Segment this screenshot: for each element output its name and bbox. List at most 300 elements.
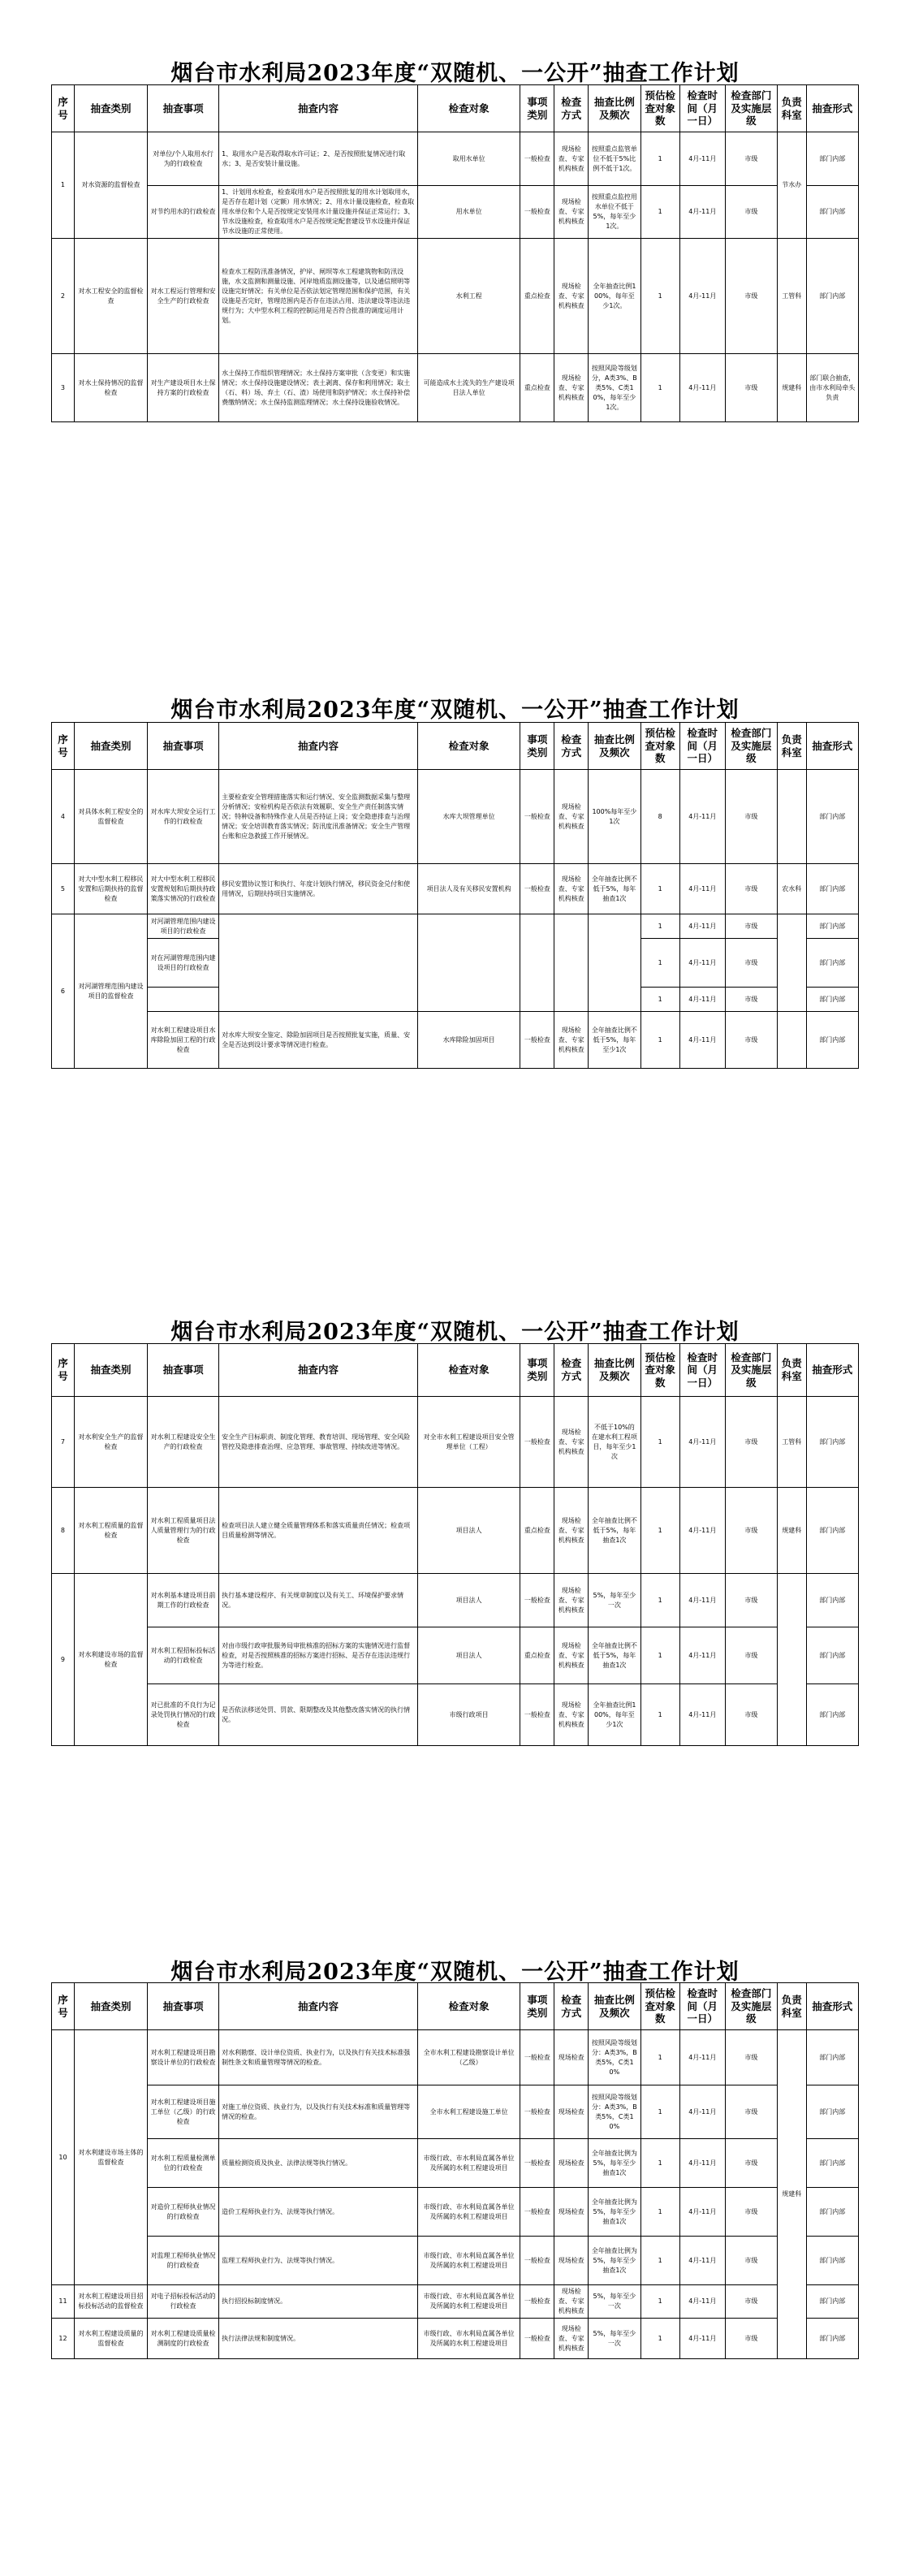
column-header: 序号 bbox=[52, 723, 75, 770]
table-cell: 市级 bbox=[725, 354, 777, 422]
column-header: 事项类别 bbox=[520, 1983, 554, 2030]
table-cell: 1 bbox=[640, 1574, 679, 1627]
column-header: 抽查类别 bbox=[74, 1983, 147, 2030]
table-cell: 1 bbox=[640, 1397, 679, 1488]
table-cell: 对单位/个人取用水行为的行政检查 bbox=[148, 132, 219, 186]
column-header: 检查对象 bbox=[417, 85, 520, 132]
column-header: 检查时间（月一日） bbox=[679, 1344, 725, 1397]
table-cell: 8 bbox=[52, 1488, 75, 1574]
table-cell: 一般检查 bbox=[520, 2285, 554, 2319]
table-cell: 4月-11月 bbox=[679, 2139, 725, 2188]
table-cell: 4月-11月 bbox=[679, 239, 725, 354]
table-cell: 4月-11月 bbox=[679, 2085, 725, 2139]
table-cell bbox=[219, 914, 418, 1012]
table-cell: 对造价工程师执业情况的行政检查 bbox=[148, 2188, 219, 2237]
table-cell: 对河湖管理范围内建设项目的行政检查 bbox=[148, 914, 219, 939]
table-cell: 9 bbox=[52, 1574, 75, 1746]
table-cell: 部门内部 bbox=[806, 864, 859, 914]
table-cell: 市级 bbox=[725, 2188, 777, 2237]
table-cell: 规建科 bbox=[778, 2030, 806, 2359]
table-cell: 对水利工程质量检测单位的行政检查 bbox=[148, 2139, 219, 2188]
table-cell: 1 bbox=[640, 1488, 679, 1574]
table-cell: 部门内部 bbox=[806, 2285, 859, 2319]
column-header: 负责科室 bbox=[778, 1344, 806, 1397]
table-cell: 1 bbox=[640, 1684, 679, 1746]
table-cell: 一般检查 bbox=[520, 2085, 554, 2139]
column-header: 检查方式 bbox=[554, 1983, 589, 2030]
table-cell: 1 bbox=[640, 2085, 679, 2139]
table-cell: 市级 bbox=[725, 988, 777, 1012]
column-header: 事项类别 bbox=[520, 85, 554, 132]
table-cell: 对水工程安全的监督检查 bbox=[74, 239, 147, 354]
table-cell: 对施工单位资质、执业行为，以及执行有关技术标准和质量管理等情况的检查。 bbox=[219, 2085, 418, 2139]
table-cell: 1 bbox=[640, 2319, 679, 2359]
table-cell: 水库除险加固项目 bbox=[417, 1012, 520, 1069]
column-header: 检查对象 bbox=[417, 1344, 520, 1397]
table-cell: 现场检查、专家机构核查 bbox=[554, 1488, 589, 1574]
column-header: 检查时间（月一日） bbox=[679, 85, 725, 132]
table-cell: 1、计划用水检查，检查取用水户是否按照批复的用水计划取用水，是否存在超计划（定额）用水情况；2、用水计量设施检查，检查取用水单位和个人是否按规定安装用水计量设施并保证正常运行；3、节水设施检查，检查取用水户是否按规定配套建设节水设施并保证节水设施的正常使用。 bbox=[219, 186, 418, 239]
column-header: 预估检查对象数 bbox=[640, 723, 679, 770]
table-cell: 一般检查 bbox=[520, 1574, 554, 1627]
table-cell: 对水利工程建设项目招标投标活动的监督检查 bbox=[74, 2285, 147, 2319]
table-cell: 移民安置协议签订和执行、年度计划执行情况，移民资金兑付和使用情况，后期扶持项目实施情况。 bbox=[219, 864, 418, 914]
column-header: 抽查类别 bbox=[74, 1344, 147, 1397]
table-row bbox=[52, 2030, 859, 2085]
table-cell: 质量检测资质及执业、法律法规等执行情况。 bbox=[219, 2139, 418, 2188]
table-cell: 1 bbox=[640, 2030, 679, 2085]
column-header: 负责科室 bbox=[778, 723, 806, 770]
table-row bbox=[52, 1574, 859, 1627]
column-header: 抽查比例及频次 bbox=[589, 1983, 640, 2030]
table-cell: 8 bbox=[640, 770, 679, 864]
table-cell: 市级 bbox=[725, 939, 777, 988]
table-cell: 现场检查、专家机构核查 bbox=[554, 354, 589, 422]
table-cell: 4月-11月 bbox=[679, 132, 725, 186]
table-cell: 重点检查 bbox=[520, 239, 554, 354]
table-row bbox=[52, 2188, 859, 2237]
table-cell: 部门内部 bbox=[806, 239, 859, 354]
table-cell: 4月-11月 bbox=[679, 1627, 725, 1684]
inspection-plan-table bbox=[51, 1343, 859, 1746]
table-cell: 重点检查 bbox=[520, 354, 554, 422]
table-cell: 对在河湖管理范围内建设项目的行政检查 bbox=[148, 939, 219, 988]
table-cell: 1 bbox=[640, 2285, 679, 2319]
table-row bbox=[52, 1397, 859, 1488]
table-cell: 现场检查、专家机构核查 bbox=[554, 2285, 589, 2319]
column-header: 检查方式 bbox=[554, 1344, 589, 1397]
table-cell: 1 bbox=[640, 186, 679, 239]
table-cell: 7 bbox=[52, 1397, 75, 1488]
table-cell: 3 bbox=[52, 354, 75, 422]
table-cell: 4月-11月 bbox=[679, 354, 725, 422]
table-cell: 部门内部 bbox=[806, 1012, 859, 1069]
table-cell: 执行法律法规和制度情况。 bbox=[219, 2319, 418, 2359]
table-cell: 监理工程师执业行为、法规等执行情况。 bbox=[219, 2237, 418, 2285]
table-cell: 部门内部 bbox=[806, 186, 859, 239]
table-cell: 项目法人及有关移民安置机构 bbox=[417, 864, 520, 914]
table-cell: 对水利工程质量项目法人质量管理行为的行政检查 bbox=[148, 1488, 219, 1574]
table-cell: 全年抽查比例为5%，每年至少抽查1次 bbox=[589, 2237, 640, 2285]
table-cell: 对水库大坝安全运行工作的行政检查 bbox=[148, 770, 219, 864]
table-cell: 对具体水利工程安全的监督检查 bbox=[74, 770, 147, 864]
table-cell: 全年抽查比例不低于5%，每年抽查1次 bbox=[589, 864, 640, 914]
table-cell: 对河湖管理范围内建设项目的监督检查 bbox=[74, 914, 147, 1069]
table-cell: 现场检查 bbox=[554, 2237, 589, 2285]
table-cell: 造价工程师执业行为、法规等执行情况。 bbox=[219, 2188, 418, 2237]
table-cell: 现场检查、专家机构核查 bbox=[554, 1574, 589, 1627]
table-cell bbox=[417, 914, 520, 1012]
table-cell: 现场检查、专家机构核查 bbox=[554, 2319, 589, 2359]
column-header: 检查方式 bbox=[554, 85, 589, 132]
column-header: 抽查类别 bbox=[74, 85, 147, 132]
column-header: 抽查类别 bbox=[74, 723, 147, 770]
header-row bbox=[52, 723, 859, 770]
table-cell: 5%，每年至少一次 bbox=[589, 1574, 640, 1627]
table-row bbox=[52, 1012, 859, 1069]
table-cell: 1 bbox=[640, 239, 679, 354]
table-cell: 4月-11月 bbox=[679, 864, 725, 914]
table-cell: 一般检查 bbox=[520, 864, 554, 914]
table-cell: 4月-11月 bbox=[679, 2188, 725, 2237]
table-cell: 1 bbox=[640, 354, 679, 422]
page-title: 烟台市水利局2023年度“双随机、一公开”抽查工作计划 bbox=[170, 61, 740, 86]
table-cell: 现场检查 bbox=[554, 2085, 589, 2139]
table-cell: 全市水利工程建设施工单位 bbox=[417, 2085, 520, 2139]
table-row bbox=[52, 2085, 859, 2139]
table-cell: 对由市级行政审批服务局审批核准的招标方案的实施情况进行监督检查，对是否按照核准的招标方案进行招标、是否存在违法违规行为等进行检查。 bbox=[219, 1627, 418, 1684]
table-cell: 市级 bbox=[725, 914, 777, 939]
table-cell: 市级 bbox=[725, 239, 777, 354]
table-cell: 对水利建设市场的监督检查 bbox=[74, 1574, 147, 1746]
table-cell: 对水利建设市场主体的监督检查 bbox=[74, 2030, 147, 2285]
table-cell: 对大中型水利工程移民安置和后期扶持的监督检查 bbox=[74, 864, 147, 914]
table-cell: 部门内部 bbox=[806, 2139, 859, 2188]
table-cell: 市级 bbox=[725, 2319, 777, 2359]
table-cell: 2 bbox=[52, 239, 75, 354]
table-cell: 4月-11月 bbox=[679, 1488, 725, 1574]
table-cell bbox=[778, 1012, 806, 1069]
table-cell: 市级 bbox=[725, 1012, 777, 1069]
table-cell: 对水利基本建设项目前期工作的行政检查 bbox=[148, 1574, 219, 1627]
table-cell: 部门内部 bbox=[806, 1397, 859, 1488]
table-cell: 4月-11月 bbox=[679, 2237, 725, 2285]
table-cell bbox=[520, 914, 554, 1012]
table-cell: 部门内部 bbox=[806, 2188, 859, 2237]
table-cell: 现场检查 bbox=[554, 2139, 589, 2188]
table-cell: 4月-11月 bbox=[679, 939, 725, 988]
table-cell: 1 bbox=[640, 988, 679, 1012]
table-cell: 12 bbox=[52, 2319, 75, 2359]
table-cell: 一般检查 bbox=[520, 2319, 554, 2359]
table-cell: 5%，每年至少一次 bbox=[589, 2319, 640, 2359]
table-cell: 4月-11月 bbox=[679, 2030, 725, 2085]
table-cell: 1 bbox=[640, 939, 679, 988]
table-cell: 对全市水利工程建设项目安全管理单位（工程） bbox=[417, 1397, 520, 1488]
column-header: 预估检查对象数 bbox=[640, 1983, 679, 2030]
table-cell: 水库大坝管理单位 bbox=[417, 770, 520, 864]
column-header: 预估检查对象数 bbox=[640, 85, 679, 132]
table-cell: 4月-11月 bbox=[679, 914, 725, 939]
table-cell: 5 bbox=[52, 864, 75, 914]
table-cell: 部门内部 bbox=[806, 1684, 859, 1746]
table-cell: 对水利工程建设质量的监督检查 bbox=[74, 2319, 147, 2359]
column-header: 检查部门及实施层级 bbox=[725, 1983, 777, 2030]
table-cell: 1 bbox=[640, 1627, 679, 1684]
table-cell: 部门内部 bbox=[806, 1574, 859, 1627]
table-row bbox=[52, 2285, 859, 2319]
table-cell: 对已批准的不良行为记录处罚执行情况的行政检查 bbox=[148, 1684, 219, 1746]
header-row bbox=[52, 85, 859, 132]
table-cell: 1 bbox=[640, 1012, 679, 1069]
table-cell: 现场检查、专家机构核查 bbox=[554, 1627, 589, 1684]
table-cell: 不低于10%的在建水利工程项目，每年至少1次 bbox=[589, 1397, 640, 1488]
table-cell: 1 bbox=[640, 914, 679, 939]
table-cell: 市级 bbox=[725, 186, 777, 239]
table-cell: 市级 bbox=[725, 2139, 777, 2188]
table-cell: 1 bbox=[640, 132, 679, 186]
table-cell: 一般检查 bbox=[520, 1684, 554, 1746]
table-cell: 工管科 bbox=[778, 1397, 806, 1488]
column-header: 抽查形式 bbox=[806, 85, 859, 132]
table-cell: 全年抽查比例不低于5%，每年抽查1次 bbox=[589, 1488, 640, 1574]
table-row bbox=[52, 2237, 859, 2285]
table-cell: 按照重点监管单位不低于5%比例不低于1次。 bbox=[589, 132, 640, 186]
table-cell: 市级 bbox=[725, 1488, 777, 1574]
table-cell: 对监理工程师执业情况的行政检查 bbox=[148, 2237, 219, 2285]
table-cell: 水土保持工作组织管理情况；水土保持方案审批（含变更）和实施情况；水土保持设施建设情况；表土剥离、保存和利用情况；取土（石、料）场、弃土（石、渣）场使用和防护情况；水土保持补偿费缴纳情况；水土保持监测监理情况；水土保持设施验收情况。 bbox=[219, 354, 418, 422]
table-cell: 用水单位 bbox=[417, 186, 520, 239]
table-cell: 对水资源的监督检查 bbox=[74, 132, 147, 239]
table-row bbox=[52, 914, 859, 939]
table-cell: 检查水工程防汛准备情况，护岸、闸坝等水工程建筑物和防汛设施，水文监测和测量设施、河岸地质监测设施等，以及通信照明等设施完好情况；有关单位是否依法划定管理范围和保护范围，有关设施是否完好，管理范围内是否存在违法占用、违法建设等违法违规行为；大中型水利工程的控制运用是否符合批准的调度运用计划。 bbox=[219, 239, 418, 354]
table-cell: 主要检查安全管理措施落实和运行情况、安全监测数据采集与整理分析情况；安检机构是否依法有效履职、安全生产责任制落实情况；特种设备和特殊作业人员是否持证上岗；安全隐患排查与治理情况；安全培训教育落实情况；防汛度汛准备情况；安全生产管理台账和应急救援工作开展情况。 bbox=[219, 770, 418, 864]
table-cell bbox=[589, 914, 640, 1012]
table-cell: 一般检查 bbox=[520, 186, 554, 239]
table-cell: 部门内部 bbox=[806, 2237, 859, 2285]
table-cell: 现场检查、专家机构核查 bbox=[554, 1684, 589, 1746]
table-cell: 现场检查 bbox=[554, 2188, 589, 2237]
table-cell: 部门内部 bbox=[806, 988, 859, 1012]
table-cell: 检查项目法人建立健全质量管理体系和落实质量责任情况；检查项目质量检测等情况。 bbox=[219, 1488, 418, 1574]
table-cell: 部门内部 bbox=[806, 2030, 859, 2085]
column-header: 抽查比例及频次 bbox=[589, 85, 640, 132]
column-header: 事项类别 bbox=[520, 723, 554, 770]
table-cell: 按照风险等级划分：A类3%，B类5%，C类10% bbox=[589, 2030, 640, 2085]
table-cell: 市级行政、市水利局直属各单位及所属的水利工程建设项目 bbox=[417, 2319, 520, 2359]
table-cell: 对节约用水的行政检查 bbox=[148, 186, 219, 239]
table-cell: 对水利勘察、设计单位资质、执业行为，以及执行有关技术标准强制性条文和质量管理等情况的检查。 bbox=[219, 2030, 418, 2085]
table-cell: 按照风险等级划分：A类3%，B类5%，C类10% bbox=[589, 2085, 640, 2139]
table-cell: 4月-11月 bbox=[679, 1012, 725, 1069]
table-cell: 现场检查、专家机构核查 bbox=[554, 132, 589, 186]
table-cell: 对水工程运行管理和安全生产的行政检查 bbox=[148, 239, 219, 354]
table-cell: 4月-11月 bbox=[679, 770, 725, 864]
table-cell: 全年抽查比例不低于5%，每年抽查1次 bbox=[589, 1627, 640, 1684]
table-row bbox=[52, 2319, 859, 2359]
table-cell: 对水利安全生产的监督检查 bbox=[74, 1397, 147, 1488]
table-cell: 规建科 bbox=[778, 1488, 806, 1574]
table-cell: 现场检查、专家机构核查 bbox=[554, 770, 589, 864]
table-cell: 现场检查、专家机构核查 bbox=[554, 864, 589, 914]
table-cell: 4 bbox=[52, 770, 75, 864]
table-cell: 1 bbox=[640, 2237, 679, 2285]
table-cell: 11 bbox=[52, 2285, 75, 2319]
inspection-plan-table bbox=[51, 1982, 859, 2359]
header-row bbox=[52, 1344, 859, 1397]
table-cell: 一般检查 bbox=[520, 1012, 554, 1069]
column-header: 抽查比例及频次 bbox=[589, 723, 640, 770]
table-cell: 一般检查 bbox=[520, 132, 554, 186]
table-cell: 100%每年至少1次 bbox=[589, 770, 640, 864]
column-header: 抽查内容 bbox=[219, 1344, 418, 1397]
column-header: 抽查内容 bbox=[219, 723, 418, 770]
column-header: 抽查内容 bbox=[219, 85, 418, 132]
column-header: 抽查比例及频次 bbox=[589, 1344, 640, 1397]
table-cell: 市级 bbox=[725, 2030, 777, 2085]
column-header: 事项类别 bbox=[520, 1344, 554, 1397]
table-row bbox=[52, 354, 859, 422]
table-cell: 10 bbox=[52, 2030, 75, 2285]
table-cell: 全年抽查比例100%，每年至少1次。 bbox=[589, 239, 640, 354]
table-cell: 部门内部 bbox=[806, 2085, 859, 2139]
table-cell: 安全生产目标职责、制度化管理、教育培训、现场管理、安全风险管控及隐患排查治理、应急管理、事故管理、持续改进等情况。 bbox=[219, 1397, 418, 1488]
table-cell: 项目法人 bbox=[417, 1574, 520, 1627]
table-cell: 对水利工程建设项目施工单位（乙级）的行政检查 bbox=[148, 2085, 219, 2139]
table-row bbox=[52, 864, 859, 914]
table-cell: 对水土保持情况的监督检查 bbox=[74, 354, 147, 422]
table-cell: 4月-11月 bbox=[679, 1397, 725, 1488]
table-cell: 现场检查、专家机构核查 bbox=[554, 239, 589, 354]
table-cell: 部门联合抽查，由市水利局牵头负责 bbox=[806, 354, 859, 422]
table-cell: 6 bbox=[52, 914, 75, 1069]
column-header: 检查方式 bbox=[554, 723, 589, 770]
column-header: 序号 bbox=[52, 1344, 75, 1397]
table-row bbox=[52, 770, 859, 864]
column-header: 检查时间（月一日） bbox=[679, 1983, 725, 2030]
table-cell: 现场检查、专家机构核查 bbox=[554, 1012, 589, 1069]
table-cell: 1 bbox=[640, 2139, 679, 2188]
column-header: 负责科室 bbox=[778, 85, 806, 132]
table-cell bbox=[554, 914, 589, 1012]
table-cell: 农水科 bbox=[778, 864, 806, 914]
table-cell bbox=[778, 770, 806, 864]
table-cell: 市级行政、市水利局直属各单位及所属的水利工程建设项目 bbox=[417, 2188, 520, 2237]
column-header: 预估检查对象数 bbox=[640, 1344, 679, 1397]
table-cell: 全年抽查比例不低于5%，每年至少1次 bbox=[589, 1012, 640, 1069]
table-cell: 4月-11月 bbox=[679, 186, 725, 239]
table-cell: 市级 bbox=[725, 1397, 777, 1488]
table-cell: 按照重点监控用水单位不低于5%，每年至少1次。 bbox=[589, 186, 640, 239]
header-row bbox=[52, 1983, 859, 2030]
table-cell: 1 bbox=[52, 132, 75, 239]
table-cell: 1 bbox=[640, 864, 679, 914]
table-cell: 重点检查 bbox=[520, 1488, 554, 1574]
table-cell: 项目法人 bbox=[417, 1488, 520, 1574]
table-cell: 对水利工程招标投标活动的行政检查 bbox=[148, 1627, 219, 1684]
column-header: 序号 bbox=[52, 85, 75, 132]
table-cell: 市级 bbox=[725, 1684, 777, 1746]
table-row bbox=[52, 132, 859, 186]
column-header: 检查对象 bbox=[417, 1983, 520, 2030]
table-cell: 市级 bbox=[725, 1574, 777, 1627]
table-row bbox=[52, 1627, 859, 1684]
table-cell: 现场检查、专家机构核查 bbox=[554, 1397, 589, 1488]
page-title: 烟台市水利局2023年度“双随机、一公开”抽查工作计划 bbox=[170, 1320, 740, 1345]
inspection-plan-table bbox=[51, 84, 859, 422]
table-cell: 市级行政项目 bbox=[417, 1684, 520, 1746]
table-cell: 市级 bbox=[725, 2285, 777, 2319]
column-header: 抽查事项 bbox=[148, 1344, 219, 1397]
table-cell: 部门内部 bbox=[806, 132, 859, 186]
table-cell: 4月-11月 bbox=[679, 2319, 725, 2359]
table-cell: 执行招投标制度情况。 bbox=[219, 2285, 418, 2319]
column-header: 抽查形式 bbox=[806, 1344, 859, 1397]
table-cell: 全市水利工程建设勘察设计单位（乙级） bbox=[417, 2030, 520, 2085]
table-cell bbox=[148, 988, 219, 1012]
page-title: 烟台市水利局2023年度“双随机、一公开”抽查工作计划 bbox=[170, 698, 740, 723]
table-cell: 市级 bbox=[725, 770, 777, 864]
table-cell: 全年抽查比例100%，每年至少1次 bbox=[589, 1684, 640, 1746]
table-cell: 1、取用水户是否取得取水许可证；2、是否按照批复情况进行取水；3、是否安装计量设施。 bbox=[219, 132, 418, 186]
table-cell: 市级行政、市水利局直属各单位及所属的水利工程建设项目 bbox=[417, 2139, 520, 2188]
table-cell: 节水办 bbox=[778, 132, 806, 239]
table-cell: 对水利工程建设项目勘察设计单位的行政检查 bbox=[148, 2030, 219, 2085]
table-cell: 重点检查 bbox=[520, 1627, 554, 1684]
column-header: 抽查事项 bbox=[148, 723, 219, 770]
table-row bbox=[52, 1488, 859, 1574]
table-cell bbox=[778, 1574, 806, 1746]
table-cell: 5%，每年至少一次 bbox=[589, 2285, 640, 2319]
table-cell: 现场检查 bbox=[554, 2030, 589, 2085]
column-header: 抽查形式 bbox=[806, 1983, 859, 2030]
table-cell bbox=[778, 914, 806, 1012]
table-cell: 是否依法移送处罚、罚款、限期整改及其他整改落实情况的执行情况。 bbox=[219, 1684, 418, 1746]
table-cell: 4月-11月 bbox=[679, 2285, 725, 2319]
table-cell: 工管科 bbox=[778, 239, 806, 354]
table-cell: 部门内部 bbox=[806, 914, 859, 939]
column-header: 抽查事项 bbox=[148, 85, 219, 132]
column-header: 检查部门及实施层级 bbox=[725, 1344, 777, 1397]
table-cell: 对水利工程建设质量检测制度的行政检查 bbox=[148, 2319, 219, 2359]
column-header: 抽查事项 bbox=[148, 1983, 219, 2030]
table-cell: 项目法人 bbox=[417, 1627, 520, 1684]
table-cell: 市级 bbox=[725, 2237, 777, 2285]
column-header: 检查部门及实施层级 bbox=[725, 723, 777, 770]
column-header: 序号 bbox=[52, 1983, 75, 2030]
table-cell: 市级 bbox=[725, 1627, 777, 1684]
table-cell: 对水利工程建设安全生产的行政检查 bbox=[148, 1397, 219, 1488]
table-cell: 一般检查 bbox=[520, 2188, 554, 2237]
table-cell: 部门内部 bbox=[806, 770, 859, 864]
table-cell: 部门内部 bbox=[806, 1627, 859, 1684]
table-cell: 对水库大坝安全鉴定、除险加固项目是否按照批复实施，质量、安全是否达到设计要求等情况进行检查。 bbox=[219, 1012, 418, 1069]
table-cell: 按照风险等级划分，A类3%、B类5%、C类10%，每年至少1次。 bbox=[589, 354, 640, 422]
table-cell: 4月-11月 bbox=[679, 988, 725, 1012]
table-row bbox=[52, 186, 859, 239]
table-cell: 市级 bbox=[725, 864, 777, 914]
table-cell: 可能造成水土流失的生产建设项目法人单位 bbox=[417, 354, 520, 422]
table-cell: 市级 bbox=[725, 132, 777, 186]
table-cell: 一般检查 bbox=[520, 770, 554, 864]
table-cell: 全年抽查比例为5%，每年至少抽查1次 bbox=[589, 2139, 640, 2188]
table-row bbox=[52, 2139, 859, 2188]
table-cell: 1 bbox=[640, 2188, 679, 2237]
table-cell: 对生产建设项目水土保持方案的行政检查 bbox=[148, 354, 219, 422]
table-cell: 市级 bbox=[725, 2085, 777, 2139]
table-cell: 4月-11月 bbox=[679, 1684, 725, 1746]
table-cell: 部门内部 bbox=[806, 939, 859, 988]
